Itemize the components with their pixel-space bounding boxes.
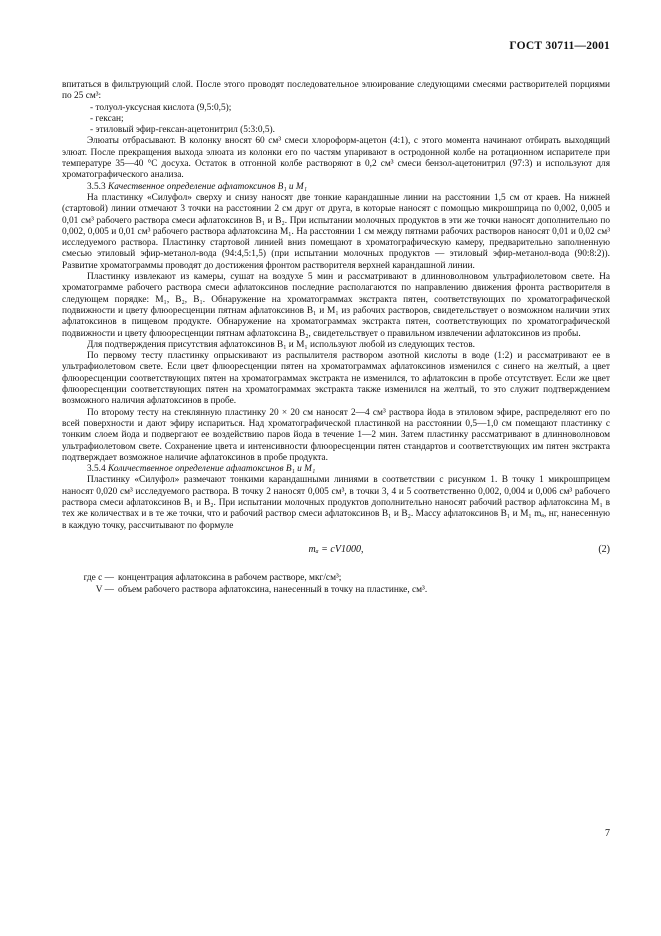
- section-title: Качественное определение афлатоксинов B₁ и M₁: [108, 181, 307, 192]
- variable-definitions: [62, 572, 610, 596]
- definition-label: где c —: [83, 572, 114, 583]
- definition-text: концентрация афлатоксина в рабочем растворе, мкг/см³;: [118, 572, 342, 583]
- paragraph: Пластинку «Силуфол» размечают тонкими карандашными линиями в соответствии с рисунком 1. В точку 1 микрошприцем наносят 0,020 см³ исследуемого раствора. В точку 2 наносят 0,005 см³, в точки 3, 4 и 5 соответственно 0,002, 0,004 и 0,006 см³ рабочего раствора смеси афлатоксинов B₁ и B₂. При испытании молочных продуктов дополнительно наносят рабочий раствор афлатоксина M₁ в тех же количествах и в те же точки, что и рабочий раствор смеси афлатоксинов B₁ и B₂. Массу афлатоксинов B₁ и M₁ mₐ, нг, нанесенную в каждую точку, рассчитывают по формуле: [62, 475, 610, 531]
- definition-row: [62, 584, 610, 596]
- definition-label: V —: [95, 584, 114, 595]
- section-heading-3-5-3: [62, 182, 610, 193]
- section-number: 3.5.4: [87, 464, 106, 475]
- standard-header: ГОСТ 30711—2001: [509, 40, 610, 52]
- formula: [62, 538, 610, 566]
- formula-expression: mₐ = cV1000,: [308, 543, 364, 555]
- section-title: Количественное определение афлатоксинов B₁ и M₁: [108, 464, 316, 475]
- page-number: 7: [605, 828, 610, 839]
- paragraph: По второму тесту на стеклянную пластинку 20 × 20 см наносят 2—4 см³ раствора йода в этиловом эфире, распределяют его по всей поверхности и дают эфиру испариться. Над хроматографической пластинкой на расстоянии 0,5—1,0 см помещают пластинку с тонким слоем йода и подвергают ее воздействию паров йода в течение 1—2 мин. Затем пластинку рассматривают в длинноволновом ультрафиолетовом свете. Сохранение цвета и интенсивности флюоресценции пятен стандартов и соответствующих им пятен экстракта подтверждает возможное наличие афлатоксинов в пробе продукта.: [62, 407, 610, 463]
- paragraph: впитаться в фильтрующий слой. После этого проводят последовательное элюирование следующими смесями растворителей порциями по 25 см³:: [62, 80, 610, 102]
- document-page: [62, 40, 610, 596]
- paragraph: По первому тесту пластинку опрыскивают из распылителя раствором азотной кислоты в воде (1:2) и рассматривают ее в ультрафиолетовом свете. Если цвет флюоресценции пятен на хроматограммах афлатоксинов изменился с синего на желтый, а цвет флюоресценции соответствующих пятен на хроматограммах экстракта не изменился, то афлатоксин в пробе отсутствует. Если же цвет флюоресценции соответствующих пятен на хроматограммах экстракта также изменился на желтый, то это служит подтверждением возможного наличия афлатоксинов в пробе.: [62, 351, 610, 407]
- section-number: 3.5.3: [87, 181, 106, 192]
- list-item: - толуол-уксусная кислота (9,5:0,5);: [90, 102, 232, 113]
- paragraph: Для подтверждения присутствия афлатоксинов B₁ и M₁ используют любой из следующих тестов.: [87, 339, 475, 350]
- paragraph: На пластинку «Силуфол» сверху и снизу наносят две тонкие карандашные линии на расстоянии 1,5 см от краев. На нижней (стартовой) линии отмечают 3 точки на расстоянии 2 см друг от друга, в которые наносят с помощью микрошприца по 0,002, 0,005 и 0,01 см³ рабочего раствора смеси афлатоксинов B₁ и B₂. При испытании молочных продуктов в эти же точки наносят дополнительно по 0,002, 0,005 и 0,01 см³ рабочего раствора афлатоксина M₁. На расстоянии 1 см между пятнами рабочих растворов наносят 0,01 и 0,02 см³ исследуемого раствора. Пластинку стартовой линией вниз помещают в хроматографическую камеру, предварительно заполненную смесью этиловый эфир-метанол-вода (94:4,5:1,5) (при испытании молочных продуктов — этиловый эфир-метанол-вода (90:8:2)). Развитие хроматограммы проводят до достижения фронтом растворителя верхней карандашной линии.: [62, 192, 610, 271]
- formula-number: (2): [598, 543, 610, 555]
- paragraph: Элюаты отбрасывают. В колонку вносят 60 см³ смеси хлороформ-ацетон (4:1), с этого момента начинают отбирать выходящий элюат. После прекращения выхода элюата из колонки его по частям упаривают в остродонной колбе на ротационном испарителе при температуре 35—40 °С досуха. Остаток в отгонной колбе растворяют в 0,2 см³ смеси бензол-ацетонитрил (97:3) и используют для хроматографического анализа.: [62, 136, 610, 181]
- definition-text: объем рабочего раствора афлатоксина, нанесенный в точку на пластинке, см³.: [118, 584, 428, 595]
- list-item: - гексан;: [90, 113, 124, 124]
- definition-row: [62, 572, 610, 584]
- list-item: - этиловый эфир-гексан-ацетонитрил (5:3:0,5).: [90, 125, 275, 136]
- paragraph: Пластинку извлекают из камеры, сушат на воздухе 5 мин и рассматривают в длинноволновом ультрафиолетовом свете. На хроматограмме рабочего раствора смеси афлатоксинов последние располагаются по направлению движения фронта растворителя в следующем порядке: M₁, B₂, B₁. Обнаружение на хроматограммах экстракта пятен, соответствующих по хроматографической подвижности и цвету флюоресценции пятнам афлатоксинов B₁ и M₁ из рабочих растворов, свидетельствует о возможном наличии этих афлатоксинов в пищевом продукте. Обнаружение на хроматограммах экстракта пятен, соответствующих по хроматографической подвижности и цвету флюоресценции пятнам афлатоксина B₂, свидетельствует о правильном извлечении афлатоксинов из пробы.: [62, 272, 610, 339]
- section-heading-3-5-4: [62, 464, 610, 475]
